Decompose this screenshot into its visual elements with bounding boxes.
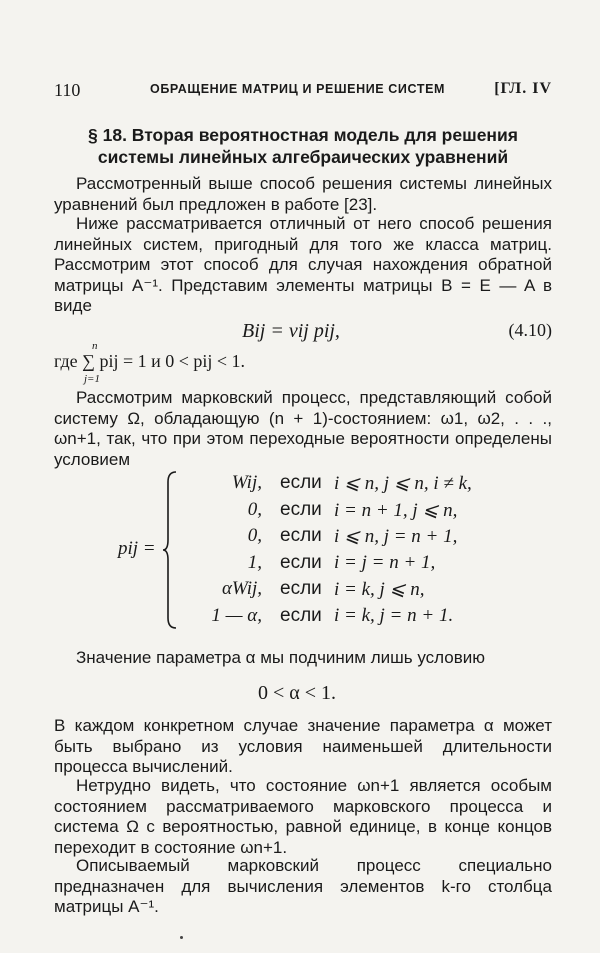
- case-condition: i = k, j ⩽ n,: [334, 579, 425, 600]
- paragraph-2: Ниже рассматривается отличный от него способ решения линейных систем, пригодный для того же класса матриц. Рассмотрим этот способ для случая нахождения обратной матрицы A⁻¹. Представим элементы матрицы B = E — A в виде: [54, 214, 552, 315]
- case-value: 0,: [247, 525, 262, 546]
- section-heading-line-1: § 18. Вторая вероятностная модель для решения: [88, 125, 518, 145]
- sum-lower-limit: j=1: [84, 373, 100, 385]
- case-condition: i = j = n + 1,: [334, 551, 436, 573]
- running-title: ОБРАЩЕНИЕ МАТРИЦ И РЕШЕНИЕ СИСТЕМ: [150, 82, 446, 96]
- case-word: если: [280, 551, 322, 573]
- page-number: 110: [54, 80, 81, 100]
- sum-upper-limit: n: [92, 340, 98, 352]
- paragraph-4: Значение параметра α мы подчиним лишь условию: [76, 648, 485, 667]
- paragraph-6: Нетрудно видеть, что состояние ωn+1 является особым состоянием рассматриваемого марковского процесса и система Ω с вероятностью, равной единице, в конце концов переходит в состояние ωn+1.: [54, 776, 552, 857]
- chapter-marker: [ГЛ. IV: [494, 80, 552, 97]
- section-heading: [54, 124, 552, 168]
- case-word: если: [280, 604, 322, 626]
- equation-number: (4.10): [508, 320, 552, 340]
- case-word: если: [280, 525, 322, 546]
- case-word: если: [280, 498, 322, 520]
- paragraph-1: Рассмотренный выше способ решения системы линейных уравнений был предложен в работе [23].: [54, 174, 552, 214]
- equation-4-10: Bij = vij pij,: [242, 320, 340, 342]
- case-condition: i ⩽ n, j ⩽ n, i ≠ k,: [334, 473, 472, 494]
- alpha-condition: 0 < α < 1.: [258, 682, 337, 704]
- where-condition: где ∑ pij = 1 и 0 < pij < 1.: [54, 351, 246, 371]
- paragraph-7: Описываемый марковский процесс специально предназначен для вычисления элементов k-го столбца матрицы A⁻¹.: [54, 856, 552, 916]
- paragraph-3: Рассмотрим марковский процесс, представляющий собой систему Ω, обладающую (n + 1)-состоянием: ω1, ω2, . . ., ωn+1, так, что при этом переходные вероятности определены условием: [54, 388, 552, 469]
- case-word: если: [280, 578, 322, 599]
- case-value: Wij,: [231, 472, 262, 493]
- left-brace-icon: [162, 470, 178, 630]
- case-value: 1 — α,: [211, 604, 262, 626]
- case-value: 0,: [247, 498, 262, 520]
- section-heading-line-2: системы линейных алгебраических уравнений: [97, 147, 509, 167]
- case-condition: i ⩽ n, j = n + 1,: [334, 526, 458, 547]
- print-speck: [180, 936, 183, 939]
- case-condition: i = n + 1, j ⩽ n,: [334, 499, 458, 521]
- case-condition: i = k, j = n + 1.: [334, 604, 454, 626]
- case-value: 1,: [247, 551, 262, 573]
- case-value: αWij,: [221, 578, 262, 599]
- paragraph-5: В каждом конкретном случае значение параметра α может быть выбрано из условия наименьшей длительности процесса вычислений.: [54, 716, 552, 776]
- case-word: если: [280, 472, 322, 493]
- cases-lhs: pij =: [118, 538, 156, 559]
